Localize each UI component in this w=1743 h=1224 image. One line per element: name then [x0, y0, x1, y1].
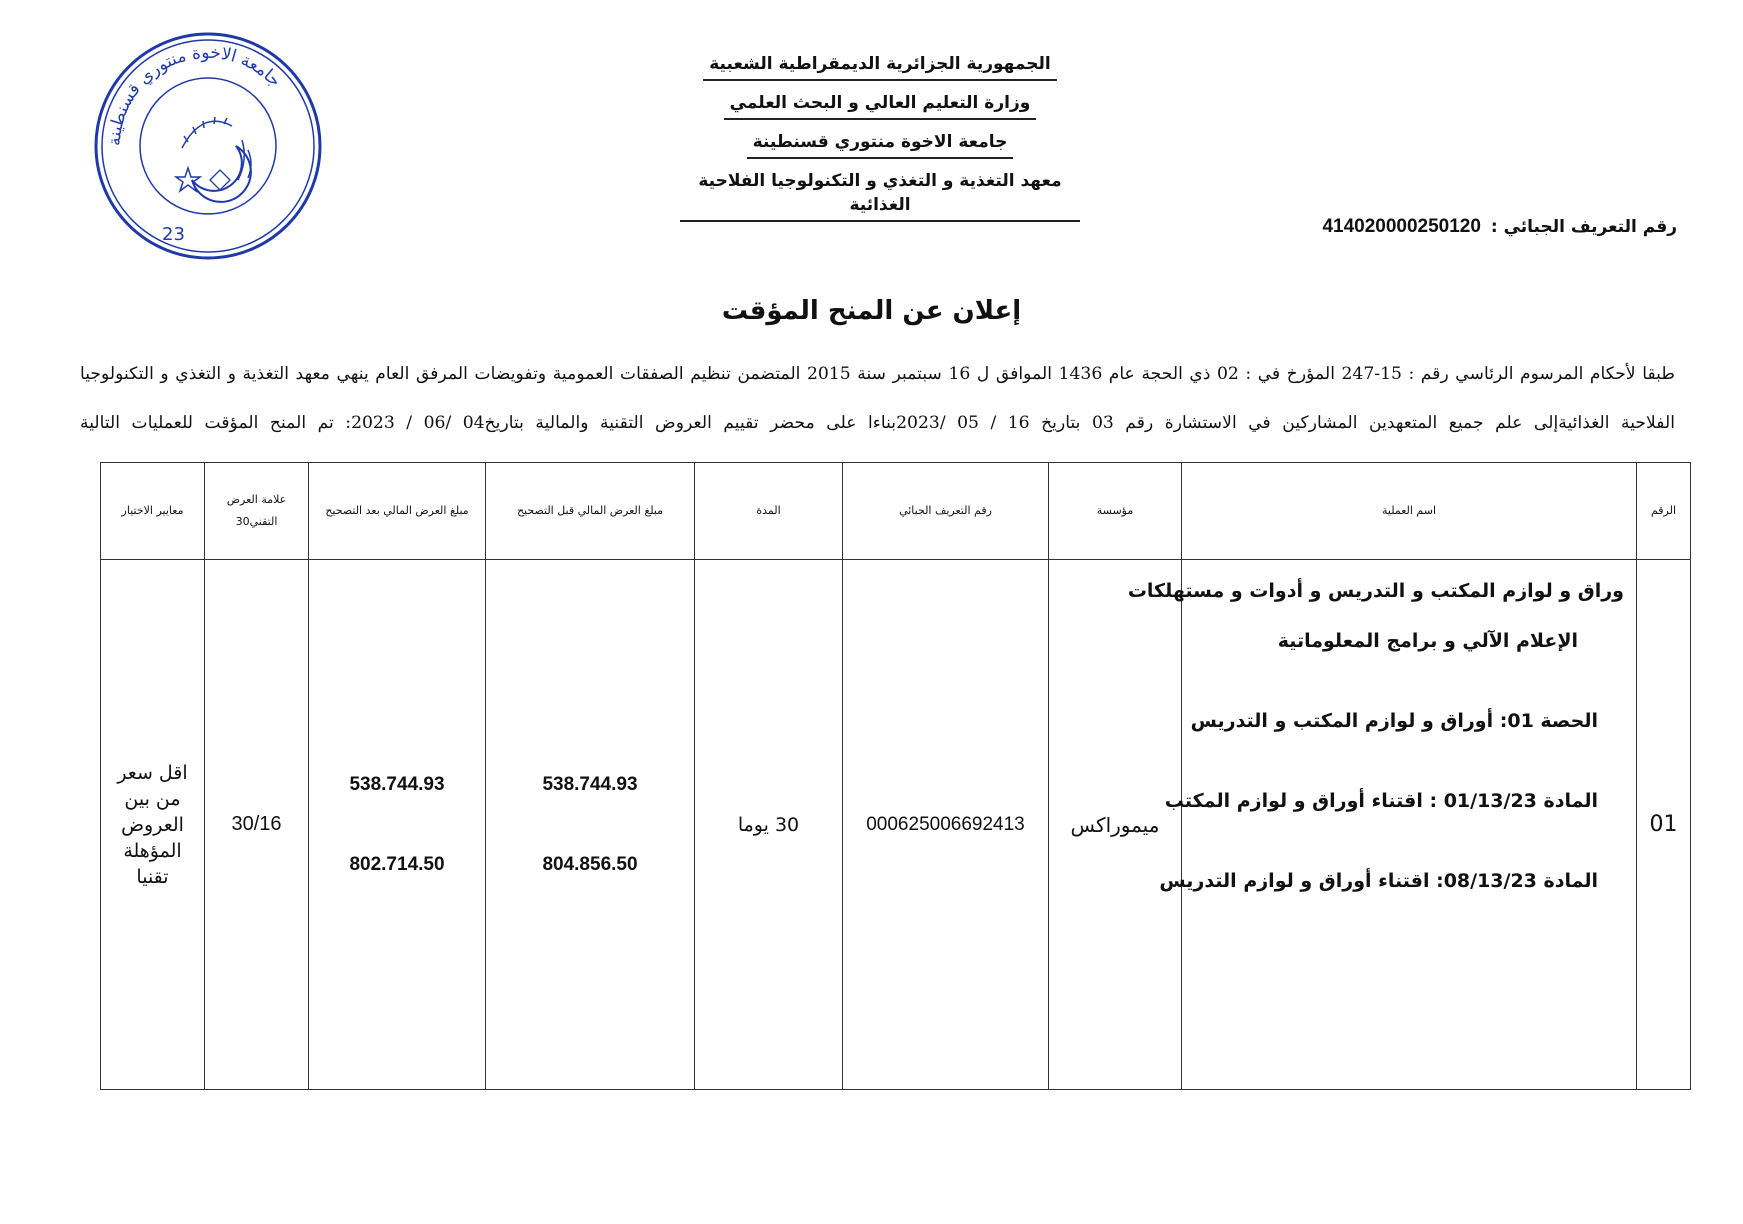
lot-line: الحصة 01: أوراق و لوازم المكتب و التدريس [1190, 710, 1598, 732]
table-header-row [101, 463, 1691, 560]
header-number: الرقم [1637, 463, 1691, 560]
announcement-title: إعلان عن المنح المؤقت [721, 296, 1022, 326]
duration: 30 يوما [695, 560, 843, 1090]
republic-name: الجمهورية الجزائرية الديمقراطية الشعبية [703, 52, 1057, 81]
operation-line: وراق و لوازم المكتب و التدريس و أدوات و مستهلكات [1127, 580, 1624, 602]
tax-id [1322, 216, 1677, 238]
stamp-text: جامعة الاخوة منتوري قسنطينة [104, 42, 285, 147]
award-table [100, 462, 1691, 1090]
row-number: 01 [1637, 560, 1691, 1090]
table-row [101, 560, 1691, 1090]
article-line: المادة 08/13/23: اقتناء أوراق و لوازم التدريس [1159, 870, 1598, 892]
tax-id-value: 414020000250120 [1322, 216, 1481, 237]
operation-name [1127, 560, 1637, 1090]
header-criteria: معايير الاختيار [101, 463, 205, 560]
company-tax-id: 000625006692413 [843, 560, 1049, 1090]
company-name: ميموراكس [1049, 560, 1182, 1090]
header-operation: اسم العملية [1182, 463, 1637, 560]
tech-score: 30/16 [205, 560, 309, 1090]
selection-criteria: اقل سعر من بين العروض المؤهلة تقنيا [101, 560, 205, 1090]
amount-before-cell [486, 560, 695, 1090]
ministry-name: وزارة التعليم العالي و البحث العلمي [724, 91, 1037, 120]
header-amount-before: مبلغ العرض المالي قبل التصحيح [486, 463, 695, 560]
tax-id-label: رقم التعريف الجبائي : [1490, 217, 1677, 237]
amount-after-cell [309, 560, 486, 1090]
stamp-number: 23 [162, 224, 185, 245]
header-duration: المدة [695, 463, 843, 560]
university-name: جامعة الاخوة منتوري قسنطينة [747, 130, 1014, 159]
amount-before-2: 804.856.50 [542, 853, 638, 875]
institute-name: معهد التغذية و التغذي و التكنولوجيا الفلاحية الغذائية [680, 169, 1080, 222]
header-company: مؤسسة [1049, 463, 1182, 560]
intro-paragraph: طبقا لأحكام المرسوم الرئاسي رقم : 15-247 المؤرخ في : 02 ذي الحجة عام 1436 الموافق ل 16 سبتمبر سنة 2015 المتضمن تنظيم الصفقات العمومية وتفويضات المرفق العام ينهي معهد التغذية و التغذي و التكنولوجيا الفلاحية الغذائيةإلى علم جميع المتعهدين المشاركين في الاستشارة رقم 03 بتاريخ 16 / 05 /2023بناءا على محضر تقييم العروض التقنية والمالية بتاريخ04 /06 / 2023: تم المنح المؤقت للعمليات التالية [80, 364, 1676, 433]
header-tax-id: رقم التعريف الجبائي [843, 463, 1049, 560]
amount-before-1: 538.744.93 [542, 773, 638, 795]
article-line: المادة 01/13/23 : اقتناء أوراق و لوازم المكتب [1164, 790, 1598, 812]
operation-line: الإعلام الآلي و برامج المعلوماتية [1277, 630, 1578, 652]
document-header [680, 52, 1080, 232]
amount-after-2: 802.714.50 [349, 853, 445, 875]
header-amount-after: مبلغ العرض المالي بعد التصحيح [309, 463, 486, 560]
header-tech-score: علامة العرض التقني30 [205, 463, 309, 560]
official-stamp [92, 30, 324, 262]
amount-after-1: 538.744.93 [349, 773, 445, 795]
